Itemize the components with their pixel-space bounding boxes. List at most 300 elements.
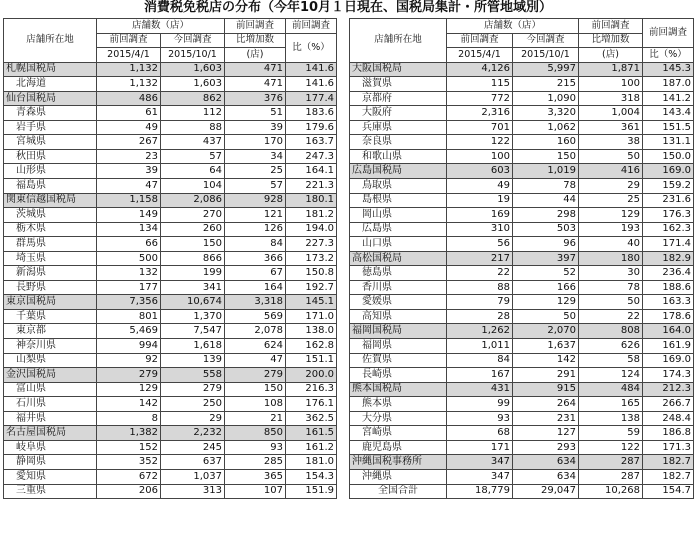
table-row (350, 426, 694, 441)
ratio-cell: 177.4 (286, 91, 337, 106)
table-body-left (4, 62, 337, 498)
curr-count-cell: 50 (513, 309, 579, 324)
curr-count-cell: 29 (161, 411, 225, 426)
increase-cell: 39 (225, 120, 286, 135)
total-row (350, 484, 694, 499)
ratio-cell: 161.9 (643, 339, 694, 354)
ratio-cell: 159.2 (643, 179, 694, 194)
table-row (4, 120, 337, 135)
ratio-cell: 171.4 (643, 237, 694, 252)
curr-count-cell: 1,019 (513, 164, 579, 179)
ratio-cell: 163.7 (286, 135, 337, 150)
increase-cell: 365 (225, 469, 286, 484)
prev-count-cell: 1,382 (97, 426, 161, 441)
header-increase-line2: 比増加数 (225, 33, 286, 48)
curr-count-cell: 1,603 (161, 77, 225, 92)
ratio-cell: 187.0 (643, 77, 694, 92)
curr-count-cell: 637 (161, 455, 225, 470)
prev-count-cell: 61 (97, 106, 161, 121)
table-row (4, 309, 337, 324)
table-row (4, 208, 337, 223)
prev-count-cell: 486 (97, 91, 161, 106)
prev-count-cell: 122 (447, 135, 513, 150)
prev-count-cell: 5,469 (97, 324, 161, 339)
increase-cell: 100 (579, 77, 643, 92)
location-cell: 島根県 (350, 193, 447, 208)
table-row (350, 120, 694, 135)
table-row (4, 135, 337, 150)
location-cell: 滋賀県 (350, 77, 447, 92)
header-location: 店舗所在地 (350, 19, 447, 63)
increase-cell: 193 (579, 222, 643, 237)
increase-cell: 626 (579, 339, 643, 354)
location-cell: 青森県 (4, 106, 97, 121)
curr-count-cell: 341 (161, 280, 225, 295)
location-cell: 福岡国税局 (350, 324, 447, 339)
table-body-right (350, 62, 694, 498)
location-cell: 秋田県 (4, 149, 97, 164)
curr-count-cell: 129 (513, 295, 579, 310)
bureau-row (350, 62, 694, 77)
prev-count-cell: 49 (97, 120, 161, 135)
curr-count-cell: 166 (513, 280, 579, 295)
increase-cell: 25 (225, 164, 286, 179)
increase-cell: 34 (225, 149, 286, 164)
ratio-cell: 154.3 (286, 469, 337, 484)
prev-count-cell: 132 (97, 266, 161, 281)
increase-cell: 180 (579, 251, 643, 266)
increase-cell: 569 (225, 309, 286, 324)
increase-cell: 164 (225, 280, 286, 295)
prev-count-cell: 167 (447, 368, 513, 383)
location-cell: 佐賀県 (350, 353, 447, 368)
ratio-cell: 236.4 (643, 266, 694, 281)
header-store-count: 店舗数（店） (97, 19, 225, 34)
prev-count-cell: 23 (97, 149, 161, 164)
prev-count-cell: 4,126 (447, 62, 513, 77)
location-cell: 名古屋国税局 (4, 426, 97, 441)
header-ratio-line2: 比（%） (643, 48, 694, 63)
increase-cell: 84 (225, 237, 286, 252)
table-row (350, 222, 694, 237)
increase-cell: 287 (579, 455, 643, 470)
table-row (350, 208, 694, 223)
location-cell: 長野県 (4, 280, 97, 295)
increase-cell: 93 (225, 440, 286, 455)
curr-count-cell: 127 (513, 426, 579, 441)
increase-cell: 366 (225, 251, 286, 266)
curr-count-cell: 215 (513, 77, 579, 92)
table-row (350, 309, 694, 324)
prev-count-cell: 701 (447, 120, 513, 135)
curr-count-cell: 1,062 (513, 120, 579, 135)
prev-count-cell: 672 (97, 469, 161, 484)
table-row (4, 324, 337, 339)
ratio-cell: 154.7 (643, 484, 694, 499)
table-row (350, 266, 694, 281)
prev-count-cell: 310 (447, 222, 513, 237)
table-row (4, 382, 337, 397)
ratio-cell: 162.3 (643, 222, 694, 237)
increase-cell: 22 (579, 309, 643, 324)
prev-count-cell: 92 (97, 353, 161, 368)
location-cell: 徳島県 (350, 266, 447, 281)
bureau-row (4, 62, 337, 77)
location-cell: 高知県 (350, 309, 447, 324)
increase-cell: 285 (225, 455, 286, 470)
prev-count-cell: 49 (447, 179, 513, 194)
ratio-cell: 151.5 (643, 120, 694, 135)
curr-count-cell: 270 (161, 208, 225, 223)
ratio-cell: 188.6 (643, 280, 694, 295)
location-cell: 神奈川県 (4, 339, 97, 354)
curr-count-cell: 293 (513, 440, 579, 455)
increase-cell: 38 (579, 135, 643, 150)
increase-cell: 287 (579, 469, 643, 484)
table-row (350, 295, 694, 310)
prev-count-cell: 68 (447, 426, 513, 441)
prev-count-cell: 1,132 (97, 62, 161, 77)
table-row (4, 353, 337, 368)
location-cell: 三重県 (4, 484, 97, 499)
increase-cell: 122 (579, 440, 643, 455)
curr-count-cell: 397 (513, 251, 579, 266)
bureau-row (350, 455, 694, 470)
curr-count-cell: 7,547 (161, 324, 225, 339)
header-prev-survey: 前回調査 (97, 33, 161, 48)
increase-cell: 50 (579, 295, 643, 310)
location-cell: 千葉県 (4, 309, 97, 324)
location-cell: 福井県 (4, 411, 97, 426)
table-row (350, 77, 694, 92)
ratio-cell: 141.2 (643, 91, 694, 106)
increase-cell: 126 (225, 222, 286, 237)
ratio-cell: 182.9 (643, 251, 694, 266)
location-cell: 茨城県 (4, 208, 97, 223)
header-ratio-line2: 比（%） (286, 33, 337, 62)
table-row (4, 411, 337, 426)
location-cell: 金沢国税局 (4, 368, 97, 383)
ratio-cell: 221.3 (286, 179, 337, 194)
prev-count-cell: 149 (97, 208, 161, 223)
ratio-cell: 145.1 (286, 295, 337, 310)
location-cell: 岐阜県 (4, 440, 97, 455)
ratio-cell: 248.4 (643, 411, 694, 426)
increase-cell: 170 (225, 135, 286, 150)
ratio-cell: 182.7 (643, 469, 694, 484)
increase-cell: 484 (579, 382, 643, 397)
header-ratio-line1: 前回調査 (643, 19, 694, 48)
curr-count-cell: 291 (513, 368, 579, 383)
prev-count-cell: 169 (447, 208, 513, 223)
curr-count-cell: 1,037 (161, 469, 225, 484)
bureau-row (350, 251, 694, 266)
table-row (350, 411, 694, 426)
ratio-cell: 194.0 (286, 222, 337, 237)
increase-cell: 107 (225, 484, 286, 499)
location-cell: 石川県 (4, 397, 97, 412)
prev-count-cell: 1,132 (97, 77, 161, 92)
header-curr-date: 2015/10/1 (161, 48, 225, 63)
prev-count-cell: 2,316 (447, 106, 513, 121)
prev-count-cell: 18,779 (447, 484, 513, 499)
prev-count-cell: 206 (97, 484, 161, 499)
increase-cell: 50 (579, 149, 643, 164)
location-cell: 熊本国税局 (350, 382, 447, 397)
prev-count-cell: 1,262 (447, 324, 513, 339)
ratio-cell: 151.1 (286, 353, 337, 368)
ratio-cell: 212.3 (643, 382, 694, 397)
ratio-cell: 131.1 (643, 135, 694, 150)
curr-count-cell: 29,047 (513, 484, 579, 499)
curr-count-cell: 78 (513, 179, 579, 194)
ratio-cell: 141.6 (286, 62, 337, 77)
ratio-cell: 169.0 (643, 164, 694, 179)
location-cell: 奈良県 (350, 135, 447, 150)
prev-count-cell: 177 (97, 280, 161, 295)
prev-count-cell: 66 (97, 237, 161, 252)
ratio-cell: 266.7 (643, 397, 694, 412)
table-row (4, 179, 337, 194)
prev-count-cell: 115 (447, 77, 513, 92)
prev-count-cell: 1,158 (97, 193, 161, 208)
ratio-cell: 171.0 (286, 309, 337, 324)
prev-count-cell: 129 (97, 382, 161, 397)
curr-count-cell: 260 (161, 222, 225, 237)
increase-cell: 121 (225, 208, 286, 223)
increase-cell: 165 (579, 397, 643, 412)
curr-count-cell: 862 (161, 91, 225, 106)
increase-cell: 279 (225, 368, 286, 383)
ratio-cell: 183.6 (286, 106, 337, 121)
increase-cell: 78 (579, 280, 643, 295)
location-cell: 鹿児島県 (350, 440, 447, 455)
prev-count-cell: 7,356 (97, 295, 161, 310)
curr-count-cell: 96 (513, 237, 579, 252)
increase-cell: 1,871 (579, 62, 643, 77)
bureau-row (4, 91, 337, 106)
prev-count-cell: 352 (97, 455, 161, 470)
location-cell: 山形県 (4, 164, 97, 179)
ratio-cell: 200.0 (286, 368, 337, 383)
increase-cell: 850 (225, 426, 286, 441)
ratio-cell: 163.3 (643, 295, 694, 310)
table-row (350, 135, 694, 150)
table-row (4, 280, 337, 295)
increase-cell: 3,318 (225, 295, 286, 310)
location-cell: 仙台国税局 (4, 91, 97, 106)
header-increase-line3: (店) (579, 48, 643, 63)
page-title: 消費税免税店の分布（今年10月１日現在、国税局集計・所管地域別） (143, 0, 553, 15)
curr-count-cell: 160 (513, 135, 579, 150)
table-row (350, 91, 694, 106)
ratio-cell: 150.0 (643, 149, 694, 164)
curr-count-cell: 139 (161, 353, 225, 368)
table-row (4, 440, 337, 455)
curr-count-cell: 1,370 (161, 309, 225, 324)
curr-count-cell: 866 (161, 251, 225, 266)
table-row (4, 484, 337, 499)
prev-count-cell: 79 (447, 295, 513, 310)
curr-count-cell: 298 (513, 208, 579, 223)
bureau-row (350, 324, 694, 339)
table-row (350, 469, 694, 484)
curr-count-cell: 503 (513, 222, 579, 237)
ratio-cell: 192.7 (286, 280, 337, 295)
increase-cell: 808 (579, 324, 643, 339)
location-cell: 和歌山県 (350, 149, 447, 164)
table-row (350, 280, 694, 295)
curr-count-cell: 142 (513, 353, 579, 368)
curr-count-cell: 264 (513, 397, 579, 412)
curr-count-cell: 245 (161, 440, 225, 455)
ratio-cell: 174.3 (643, 368, 694, 383)
prev-count-cell: 8 (97, 411, 161, 426)
header-increase-line1: 前回調査 (225, 19, 286, 34)
prev-count-cell: 152 (97, 440, 161, 455)
ratio-cell: 247.3 (286, 149, 337, 164)
prev-count-cell: 22 (447, 266, 513, 281)
ratio-cell: 176.3 (643, 208, 694, 223)
prev-count-cell: 994 (97, 339, 161, 354)
increase-cell: 108 (225, 397, 286, 412)
increase-cell: 624 (225, 339, 286, 354)
curr-count-cell: 64 (161, 164, 225, 179)
location-cell: 関東信越国税局 (4, 193, 97, 208)
ratio-cell: 150.8 (286, 266, 337, 281)
ratio-cell: 164.0 (643, 324, 694, 339)
increase-cell: 376 (225, 91, 286, 106)
curr-count-cell: 915 (513, 382, 579, 397)
bureau-row (350, 382, 694, 397)
prev-count-cell: 347 (447, 469, 513, 484)
prev-count-cell: 217 (447, 251, 513, 266)
location-cell: 宮城県 (4, 135, 97, 150)
location-cell: 福岡県 (350, 339, 447, 354)
curr-count-cell: 558 (161, 368, 225, 383)
increase-cell: 2,078 (225, 324, 286, 339)
ratio-cell: 182.7 (643, 455, 694, 470)
location-cell: 大阪府 (350, 106, 447, 121)
ratio-cell: 362.5 (286, 411, 337, 426)
location-cell: 岩手県 (4, 120, 97, 135)
header-curr-survey: 今回調査 (513, 33, 579, 48)
location-cell: 鳥取県 (350, 179, 447, 194)
location-cell: 香川県 (350, 280, 447, 295)
location-cell: 沖縄県 (350, 469, 447, 484)
location-cell: 大阪国税局 (350, 62, 447, 77)
curr-count-cell: 279 (161, 382, 225, 397)
curr-count-cell: 150 (513, 149, 579, 164)
table-row (350, 368, 694, 383)
ratio-cell: 176.1 (286, 397, 337, 412)
ratio-cell: 171.3 (643, 440, 694, 455)
ratio-cell: 164.1 (286, 164, 337, 179)
ratio-cell: 227.3 (286, 237, 337, 252)
location-cell: 沖縄国税事務所 (350, 455, 447, 470)
ratio-cell: 151.9 (286, 484, 337, 499)
table-row (4, 77, 337, 92)
prev-count-cell: 801 (97, 309, 161, 324)
table-row (4, 164, 337, 179)
ratio-cell: 138.0 (286, 324, 337, 339)
bureau-row (350, 164, 694, 179)
table-row (4, 237, 337, 252)
prev-count-cell: 84 (447, 353, 513, 368)
location-cell: 全国合計 (350, 484, 447, 499)
location-cell: 東京国税局 (4, 295, 97, 310)
header-curr-survey: 今回調査 (161, 33, 225, 48)
table-row (350, 179, 694, 194)
prev-count-cell: 99 (447, 397, 513, 412)
increase-cell: 124 (579, 368, 643, 383)
increase-cell: 10,268 (579, 484, 643, 499)
increase-cell: 129 (579, 208, 643, 223)
location-cell: 京都府 (350, 91, 447, 106)
location-cell: 広島県 (350, 222, 447, 237)
header-store-count: 店舗数（店） (447, 19, 579, 34)
location-cell: 東京都 (4, 324, 97, 339)
location-cell: 北海道 (4, 77, 97, 92)
table-row (4, 266, 337, 281)
increase-cell: 25 (579, 193, 643, 208)
table-row (4, 469, 337, 484)
curr-count-cell: 634 (513, 469, 579, 484)
ratio-cell: 145.3 (643, 62, 694, 77)
increase-cell: 138 (579, 411, 643, 426)
increase-cell: 1,004 (579, 106, 643, 121)
curr-count-cell: 2,086 (161, 193, 225, 208)
location-cell: 熊本県 (350, 397, 447, 412)
table-row (350, 149, 694, 164)
prev-count-cell: 500 (97, 251, 161, 266)
table-row (350, 353, 694, 368)
location-cell: 山口県 (350, 237, 447, 252)
table-row (4, 397, 337, 412)
curr-count-cell: 1,090 (513, 91, 579, 106)
table-row (350, 237, 694, 252)
curr-count-cell: 1,637 (513, 339, 579, 354)
location-cell: 岡山県 (350, 208, 447, 223)
prev-count-cell: 100 (447, 149, 513, 164)
curr-count-cell: 250 (161, 397, 225, 412)
ratio-cell: 216.3 (286, 382, 337, 397)
ratio-cell: 179.6 (286, 120, 337, 135)
increase-cell: 58 (579, 353, 643, 368)
prev-count-cell: 134 (97, 222, 161, 237)
bureau-row (4, 193, 337, 208)
increase-cell: 361 (579, 120, 643, 135)
table-row (4, 455, 337, 470)
increase-cell: 150 (225, 382, 286, 397)
ratio-cell: 141.6 (286, 77, 337, 92)
table-row (350, 440, 694, 455)
location-cell: 高松国税局 (350, 251, 447, 266)
curr-count-cell: 1,618 (161, 339, 225, 354)
curr-count-cell: 57 (161, 149, 225, 164)
bureau-row (4, 295, 337, 310)
location-cell: 山梨県 (4, 353, 97, 368)
location-cell: 栃木県 (4, 222, 97, 237)
ratio-cell: 231.6 (643, 193, 694, 208)
curr-count-cell: 199 (161, 266, 225, 281)
header-increase-line1: 前回調査 (579, 19, 643, 34)
table-row (4, 251, 337, 266)
increase-cell: 21 (225, 411, 286, 426)
curr-count-cell: 2,070 (513, 324, 579, 339)
ratio-cell: 181.2 (286, 208, 337, 223)
curr-count-cell: 313 (161, 484, 225, 499)
